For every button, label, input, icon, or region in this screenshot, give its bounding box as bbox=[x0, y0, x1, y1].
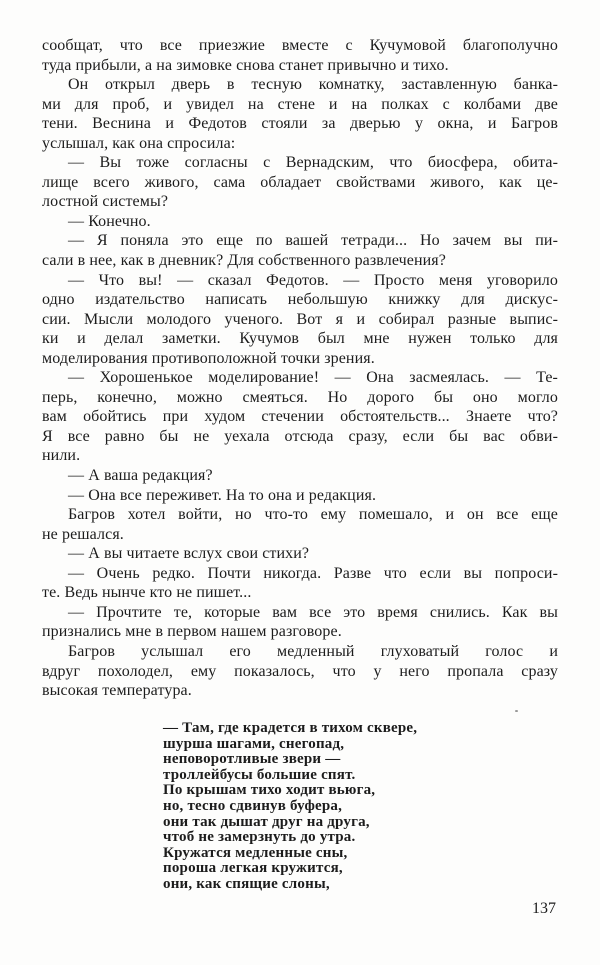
paragraph bbox=[42, 212, 558, 232]
paragraph bbox=[42, 544, 558, 564]
poem-line: но, тесно сдвинув буфера, bbox=[163, 797, 343, 814]
paragraph bbox=[42, 153, 558, 212]
paragraph bbox=[42, 642, 558, 701]
paragraph bbox=[42, 75, 558, 153]
poem-line: чтоб не замерзнуть до утра. bbox=[163, 829, 356, 846]
text-line: сали в нее, как в дневник? Для собственного развлечения? bbox=[42, 252, 446, 270]
text-line: признались мне в первом нашем разговоре. bbox=[42, 623, 342, 641]
paragraph bbox=[42, 368, 558, 466]
text-line: туда прибыли, а на зимовке снова станет привычно и тихо. bbox=[42, 56, 449, 74]
poem-line: Кружатся медленные сны, bbox=[163, 844, 348, 861]
prose-block bbox=[42, 36, 558, 701]
text-line: вам обойтись при худом стечении обстоятельств... Знаете что? bbox=[42, 408, 558, 426]
scan-speck bbox=[515, 710, 518, 712]
poem-line: они так дышат друг на друга, bbox=[163, 813, 370, 830]
poem-line: троллейбусы большие спят. bbox=[163, 766, 356, 783]
text-line: сообщат, что все приезжие вместе с Кучумовой благополучно bbox=[42, 37, 558, 54]
text-line: Багров услышал его медленный глуховатый голос и bbox=[68, 642, 558, 660]
text-line: лостной системы? bbox=[42, 193, 169, 211]
text-line: услышал, как она спросила: bbox=[42, 134, 236, 152]
text-line: не решался. bbox=[42, 525, 124, 543]
text-line: вдруг похолодел, ему показалось, что у него пропала сразу bbox=[42, 662, 558, 680]
text-line: те. Ведь нынче кто не пишет... bbox=[42, 584, 252, 602]
text-line: ки и делал заметки. Кучумов был мне нужен только для bbox=[42, 330, 558, 348]
text-line: Багров хотел войти, но что-то ему помешало, и он все еще bbox=[68, 506, 558, 524]
paragraph bbox=[42, 466, 558, 486]
poem-block bbox=[163, 721, 417, 893]
text-line: — А вы читаете вслух свои стихи? bbox=[68, 545, 310, 563]
text-line: ми для проб, и увидел на стене и на полках с колбами две bbox=[42, 95, 558, 113]
paragraph bbox=[42, 271, 558, 369]
text-line: моделирования противоположной точки зрения. bbox=[42, 349, 375, 367]
text-line: сии. Мысли молодого ученого. Вот я и собирал разные выпис- bbox=[42, 310, 558, 328]
paragraph bbox=[42, 564, 558, 603]
text-line: Он открыл дверь в тесную комнатку, заставленную банка- bbox=[68, 76, 558, 94]
text-line: — Очень редко. Почти никогда. Разве что если вы попроси- bbox=[68, 564, 558, 582]
poem-line: шурша шагами, снегопад, bbox=[163, 735, 345, 752]
text-line: — Конечно. bbox=[68, 212, 151, 230]
paragraph bbox=[42, 505, 558, 544]
paragraph bbox=[42, 486, 558, 506]
paragraph bbox=[42, 231, 558, 270]
poem-line: неповоротливые звери — bbox=[163, 751, 341, 768]
text-line: одно издательство написать небольшую книжку для дискус- bbox=[42, 291, 558, 309]
poem-line: — Там, где крадется в тихом сквере, bbox=[163, 720, 418, 736]
text-line: — Она все переживет. На то она и редакция. bbox=[68, 486, 377, 504]
text-line: — Что вы! — сказал Федотов. — Просто меня уговорило bbox=[68, 271, 558, 289]
text-line: тени. Веснина и Федотов стояли за дверью у окна, и Багров bbox=[42, 115, 558, 133]
text-line: нили. bbox=[42, 447, 81, 465]
text-line: — Вы тоже согласны с Вернадским, что биосфера, обита- bbox=[68, 154, 558, 172]
poem-line: они, как спящие слоны, bbox=[163, 875, 330, 892]
text-line: лище всего живого, сама обладает свойствами живого, как це- bbox=[42, 173, 558, 191]
text-line: Я все равно бы не уехала отсюда сразу, если бы вас обви- bbox=[42, 427, 558, 445]
poem-line: пороша легкая кружится, bbox=[163, 860, 343, 877]
text-line: — Прочтите те, которые вам все это время снились. Как вы bbox=[68, 603, 558, 621]
paragraph bbox=[42, 36, 558, 75]
page-number: 137 bbox=[532, 900, 556, 917]
poem-line: По крышам тихо ходит вьюга, bbox=[163, 782, 376, 799]
text-line: — Хорошенькое моделирование! — Она засмеялась. — Те- bbox=[68, 369, 558, 387]
text-line: высокая температура. bbox=[42, 682, 192, 700]
paragraph bbox=[42, 603, 558, 642]
text-line: — А ваша редакция? bbox=[68, 467, 213, 485]
text-line: перь, конечно, можно смеяться. Но дорого бы оно могло bbox=[42, 388, 558, 406]
text-line: — Я поняла это еще по вашей тетради... Но зачем вы пи- bbox=[68, 232, 558, 250]
